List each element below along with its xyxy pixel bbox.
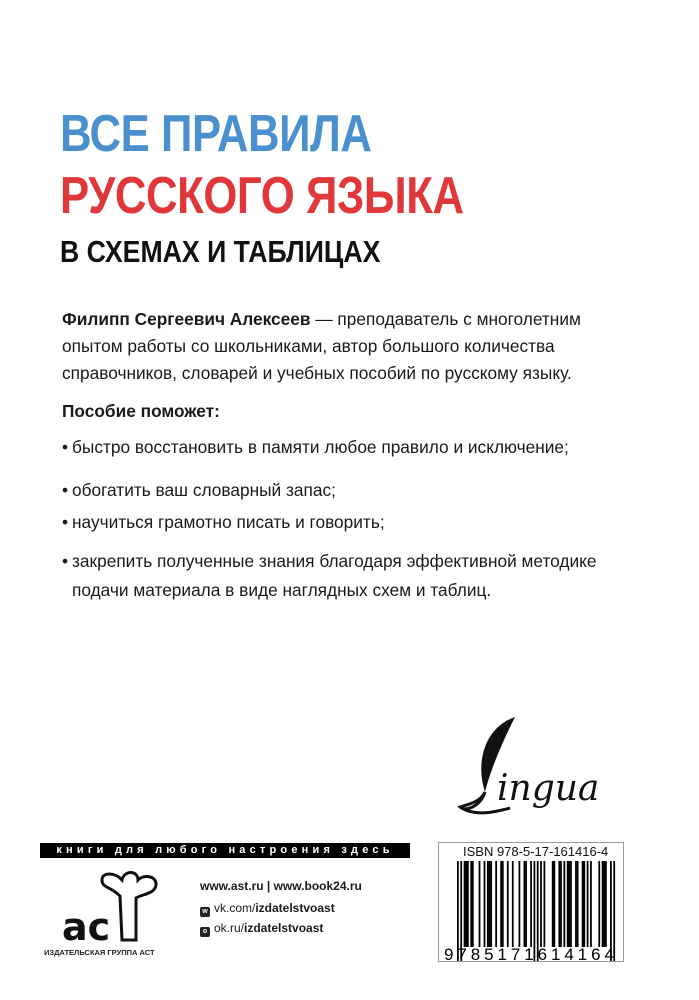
vk-link[interactable]: [200, 901, 335, 917]
svg-text:ingua: ingua: [497, 768, 600, 809]
author-bio: [62, 306, 642, 387]
bullet-item: [62, 508, 642, 537]
barcode-bar: [534, 861, 536, 961]
slogan-strip: книги для любого настроения здесь: [40, 843, 410, 858]
barcode-bar: [487, 861, 489, 947]
isbn-label: ISBN 978-5-17-161416-4: [463, 844, 609, 859]
vk-handle: izdatelstvoast: [255, 901, 335, 915]
bullet-dot: •: [62, 480, 69, 500]
title-line-2: РУССКОГО ЯЗЫКА: [60, 167, 464, 225]
subtitle: В СХЕМАХ И ТАБЛИЦАХ: [60, 234, 381, 269]
barcode-bar: [598, 861, 600, 947]
bullet-dot: •: [62, 551, 69, 571]
barcode-bar: [512, 861, 514, 947]
barcode-bar: [502, 861, 504, 947]
barcode-bar: [540, 861, 542, 947]
barcode-bar: [465, 861, 467, 947]
barcode-bar: [570, 861, 572, 947]
barcode-bar: [467, 861, 469, 947]
vk-icon: w: [200, 907, 210, 917]
ast-subtitle: ИЗДАТЕЛЬСКАЯ ГРУППА АСТ: [44, 948, 155, 957]
barcode-bar: [490, 861, 492, 947]
barcode-bar: [587, 861, 589, 947]
barcode-bar: [530, 861, 532, 947]
ean-digits: 9785171614164: [444, 945, 614, 961]
barcode-bar: [519, 861, 521, 947]
barcode-bar: [479, 861, 481, 947]
lingua-logo: [455, 712, 625, 827]
barcode-bar: [489, 861, 491, 947]
barcode-bar: [543, 861, 545, 947]
bullet-text: закрепить полученные знания благодаря эффективной методике подачи материала в виде наглядных схем и таблиц.: [72, 551, 597, 600]
barcode-bars: [443, 861, 619, 961]
barcode-bar: [558, 861, 560, 947]
bullet-item: [62, 476, 642, 505]
barcode-bar: [552, 861, 554, 947]
bullet-dot: •: [62, 437, 69, 457]
barcode-bar: [583, 861, 585, 947]
bullet-text: обогатить ваш словарный запас;: [72, 480, 336, 500]
barcode-bar: [464, 861, 466, 947]
barcode-bar: [575, 861, 577, 947]
author-name: Филипп Сергеевич Алексеев: [62, 309, 311, 329]
ast-logo: [60, 866, 170, 946]
ok-prefix: ok.ru/: [214, 921, 245, 935]
ok-handle: izdatelstvoast: [244, 921, 324, 935]
websites-link[interactable]: www.ast.ru | www.book24.ru: [200, 879, 362, 893]
barcode-bar: [472, 861, 474, 947]
barcode-bar: [563, 861, 565, 947]
barcode-bar: [507, 861, 509, 947]
barcode-bar: [500, 861, 502, 947]
barcode-bar: [560, 861, 562, 947]
barcode-bar: [577, 861, 579, 947]
barcode-bar: [484, 861, 486, 947]
barcode-bar: [567, 861, 569, 947]
bullet-text: научиться грамотно писать и говорить;: [72, 512, 385, 532]
bullet-text: быстро восстановить в памяти любое правило и исключение;: [72, 437, 569, 457]
barcode-bar: [568, 861, 570, 947]
helps-heading: Пособие поможет:: [62, 401, 220, 421]
bullet-item: [62, 547, 642, 605]
barcode-bar: [605, 861, 607, 947]
barcode-bar: [470, 861, 472, 947]
barcode-bar: [495, 861, 497, 947]
barcode-bar: [524, 861, 526, 947]
ok-icon: o: [200, 927, 210, 937]
barcode-bar: [525, 861, 527, 947]
bio-text: — преподаватель с многолетним опытом работы со школьниками, автор большого количества справочников, словарей и учебных пособий по русскому языку.: [62, 309, 581, 383]
title-line-1: ВСЕ ПРАВИЛА: [60, 105, 372, 163]
barcode: [438, 842, 624, 962]
bullet-dot: •: [62, 512, 69, 532]
ok-link[interactable]: [200, 921, 323, 937]
bullet-item: [62, 433, 642, 462]
barcode-bar: [590, 861, 592, 947]
barcode-bar: [602, 861, 604, 947]
vk-prefix: vk.com/: [214, 901, 256, 915]
barcode-bar: [603, 861, 605, 947]
barcode-bar: [553, 861, 555, 947]
svg-text:ac: ac: [62, 905, 111, 946]
barcode-bar: [582, 861, 584, 947]
